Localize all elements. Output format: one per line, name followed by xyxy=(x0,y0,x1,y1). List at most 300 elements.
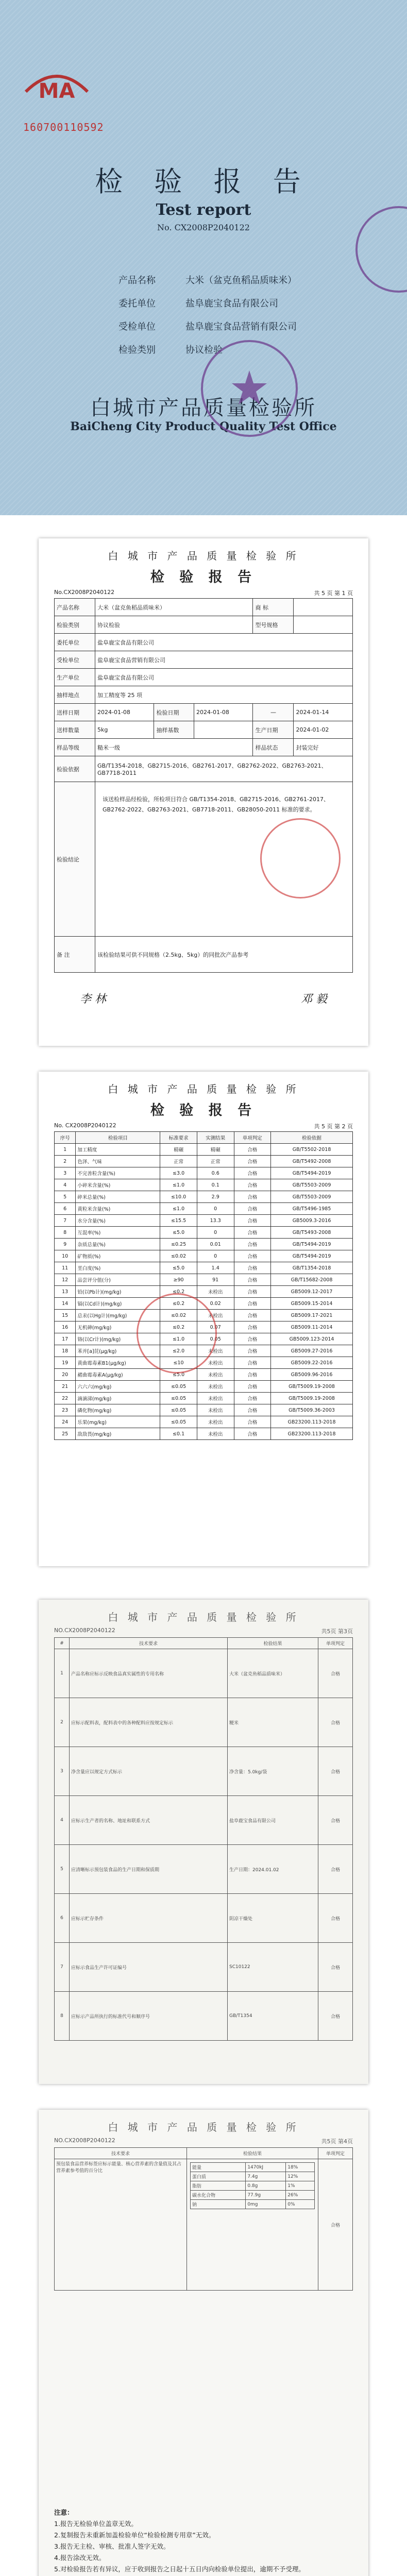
row-number: 19 xyxy=(55,1357,76,1369)
verdict: 合格 xyxy=(234,1333,271,1345)
page-number: 共 5 页 第 2 页 xyxy=(314,1123,353,1130)
test-method: GB23200.113-2018 xyxy=(271,1416,353,1428)
verdict: 合格 xyxy=(318,1747,353,1796)
measured-result: 未检出 xyxy=(197,1428,234,1440)
cell-value: 大米（盆克鱼稻品质味米） xyxy=(95,599,253,616)
nutrition-value: 77.9g xyxy=(246,2191,286,2200)
table-row xyxy=(191,2191,315,2200)
column-header: 检验结果 xyxy=(187,2148,318,2159)
table-row xyxy=(55,1286,353,1298)
requirement: ≤0.05 xyxy=(160,1404,197,1416)
page-header: 白 城 市 产 品 质 量 检 验 所 xyxy=(108,550,299,562)
table-row xyxy=(55,1416,353,1428)
report-page-3 xyxy=(39,1600,368,2084)
measured-result: 0.02 xyxy=(197,1298,234,1310)
page-header: 白 城 市 产 品 质 量 检 验 所 xyxy=(108,1083,299,1095)
label-check-table xyxy=(54,1637,353,2041)
requirement: ≤0.02 xyxy=(160,1250,197,1262)
cell-label: 受检单位 xyxy=(55,651,95,669)
table-row xyxy=(55,1404,353,1416)
test-method: GB5009.15-2014 xyxy=(271,1298,353,1310)
report-page-2 xyxy=(39,1072,368,1566)
requirement: 应标示产品所执行的标准代号和顺序号 xyxy=(70,1992,228,2041)
row-number: 7 xyxy=(55,1943,70,1992)
column-header: 检验结果 xyxy=(228,1638,318,1649)
check-result: SC10122 xyxy=(228,1943,318,1992)
row-number: 13 xyxy=(55,1286,76,1298)
row-number: 17 xyxy=(55,1333,76,1345)
verdict: 合格 xyxy=(234,1428,271,1440)
row-number: 20 xyxy=(55,1369,76,1381)
basis-text: GB/T1354-2018、GB2715-2016、GB2761-2017、GB2762-2022、GB2763-2021、GB7718-2011 xyxy=(95,756,353,782)
table-row xyxy=(55,1649,353,1698)
signature-approver: 李 林 xyxy=(80,993,106,1006)
cover-field: 受检单位 盐阜鹿宝食品营销有限公司 xyxy=(118,321,297,332)
cell-label: 检验依据 xyxy=(55,756,95,782)
table-row xyxy=(55,1167,353,1179)
report-no: No.CX2008P2040122 xyxy=(54,589,115,596)
requirement: ≤0.2 xyxy=(160,1286,197,1298)
cover-seal xyxy=(201,340,298,437)
measured-result: 未检出 xyxy=(197,1369,234,1381)
verdict: 合格 xyxy=(234,1227,271,1239)
row-number: 2 xyxy=(55,1156,76,1167)
cell-label: 抽样基数 xyxy=(154,721,194,739)
table-row xyxy=(55,1227,353,1239)
test-item: 加工精度 xyxy=(76,1144,160,1156)
notes-block xyxy=(54,2507,353,2576)
cell-label: 检验结论 xyxy=(55,782,95,937)
nutrition-nrv: 12% xyxy=(286,2172,315,2181)
cma-logo xyxy=(21,61,93,112)
cover-title-en: Test report xyxy=(156,201,251,219)
test-item: 赭曲霉毒素A(μg/kg) xyxy=(76,1369,160,1381)
table-row xyxy=(55,1894,353,1943)
row-number: 9 xyxy=(55,1239,76,1250)
measured-result: 0 xyxy=(197,1203,234,1215)
nutrition-cell xyxy=(187,2159,318,2291)
verdict: 合格 xyxy=(234,1191,271,1203)
verdict: 合格 xyxy=(234,1156,271,1167)
requirement: ≤1.0 xyxy=(160,1203,197,1215)
report-no: NO.CX2008P2040122 xyxy=(54,2137,115,2144)
row-number: 14 xyxy=(55,1298,76,1310)
requirement: 应标示食品生产许可证编号 xyxy=(70,1943,228,1992)
measured-result: 0.1 xyxy=(197,1179,234,1191)
verdict: 合格 xyxy=(234,1369,271,1381)
nutrition-value: 0mg xyxy=(246,2200,286,2209)
cell-label: 样品等级 xyxy=(55,739,95,756)
test-item: 敌敌畏(mg/kg) xyxy=(76,1428,160,1440)
requirement: ≤5.0 xyxy=(160,1227,197,1239)
measured-result: 1.4 xyxy=(197,1262,234,1274)
measured-result: 正常 xyxy=(197,1156,234,1167)
test-item: 镉(以Cd计)(mg/kg) xyxy=(76,1298,160,1310)
remark-text: 该检验结果可供不同规格（2.5kg、5kg）的同批次产品参考 xyxy=(95,937,353,973)
verdict: 合格 xyxy=(234,1262,271,1274)
requirement: 产品名称应标示反映食品真实属性的专用名称 xyxy=(70,1649,228,1698)
row-number: 8 xyxy=(55,1227,76,1239)
inspection-seal xyxy=(137,1293,217,1374)
requirement: ≤5.0 xyxy=(160,1369,197,1381)
test-method: GB5009.12-2017 xyxy=(271,1286,353,1298)
requirement: ≤10 xyxy=(160,1357,197,1369)
table-row xyxy=(191,2172,315,2181)
column-header: 单项判定 xyxy=(318,1638,353,1649)
measured-result: 未检出 xyxy=(197,1393,234,1404)
requirement-text: 预包装食品营养标签应标示能量、核心营养素的含量值及其占营养素参考值的百分比 xyxy=(55,2159,187,2291)
test-item: 碎米总量(%) xyxy=(76,1191,160,1203)
cover-org-name: 白城市产品质量检验所 xyxy=(90,396,317,420)
column-header: 标准要求 xyxy=(160,1132,197,1144)
column-header: 序号 xyxy=(55,1132,76,1144)
cell-label: 抽样地点 xyxy=(55,686,95,704)
cell-value: 盐阜鹿宝食品有限公司 xyxy=(95,634,353,651)
notes-title: 注意： xyxy=(54,2509,74,2516)
table-row xyxy=(55,1796,353,1845)
cover-page xyxy=(0,0,407,515)
nutrition-item: 脂肪 xyxy=(191,2181,246,2191)
cell-label: 委托单位 xyxy=(55,634,95,651)
measured-result: 0.6 xyxy=(197,1167,234,1179)
nutrition-table xyxy=(190,2162,315,2209)
verdict: 合格 xyxy=(234,1250,271,1262)
test-item: 六六六(mg/kg) xyxy=(76,1381,160,1393)
column-header: 实测结果 xyxy=(197,1132,234,1144)
test-method: GB/T5009.36-2003 xyxy=(271,1404,353,1416)
test-item: 铅(以Pb计)(mg/kg) xyxy=(76,1286,160,1298)
test-item: 苯并[a]芘(μg/kg) xyxy=(76,1345,160,1357)
note-line: 5.对检验报告若有异议，应于收到报告之日起十五日内向检验单位提出，逾期不予受理。 xyxy=(54,2565,305,2573)
verdict: 合格 xyxy=(318,1894,353,1943)
test-item: 黄粒米含量(%) xyxy=(76,1203,160,1215)
verdict: 合格 xyxy=(234,1203,271,1215)
cell-value: 封装完好 xyxy=(294,739,353,756)
report-page-1 xyxy=(39,538,368,1046)
requirement: ≤0.1 xyxy=(160,1428,197,1440)
measured-result: 0.07 xyxy=(197,1321,234,1333)
test-method: GB/T1354-2018 xyxy=(271,1262,353,1274)
verdict: 合格 xyxy=(234,1393,271,1404)
cover-field: 委托单位 盐阜鹿宝食品有限公司 xyxy=(118,298,278,309)
test-method: GB/T5494-2019 xyxy=(271,1250,353,1262)
cell-value: 2024-01-08 xyxy=(95,704,154,721)
table-row xyxy=(55,1428,353,1440)
requirement: 精碾 xyxy=(160,1144,197,1156)
verdict: 合格 xyxy=(318,1943,353,1992)
verdict: 合格 xyxy=(234,1144,271,1156)
requirement: ≤0.05 xyxy=(160,1416,197,1428)
measured-result: 0.05 xyxy=(197,1333,234,1345)
nutrition-item: 钠 xyxy=(191,2200,246,2209)
verdict: 合格 xyxy=(234,1416,271,1428)
cell-label: 送样数量 xyxy=(55,721,95,739)
cell-value: 2024-01-08 xyxy=(194,704,252,721)
cell-value: 加工精度等 25 项 xyxy=(95,686,353,704)
row-number: 11 xyxy=(55,1262,76,1274)
verdict: 合格 xyxy=(234,1321,271,1333)
star-icon xyxy=(203,342,296,435)
requirement: ≤1.0 xyxy=(160,1333,197,1345)
conclusion-text: 该送检样品经检验，所检项目符合 GB/T1354-2018、GB2715-2016、GB2761-2017、GB2762-2022、GB2763-2021、GB7718-2011、GB28050-2011 标准的要求。 xyxy=(103,796,330,813)
requirement: ≤1.0 xyxy=(160,1179,197,1191)
requirement: ≤0.25 xyxy=(160,1239,197,1250)
cell-value: 2024-01-14 xyxy=(294,704,353,721)
page-number: 共 5 页 第 1 页 xyxy=(314,590,353,597)
test-method: GB5009.27-2016 xyxy=(271,1345,353,1357)
table-row xyxy=(55,1698,353,1747)
cell-value: 5kg xyxy=(95,721,154,739)
verdict: 合格 xyxy=(234,1298,271,1310)
side-seal xyxy=(355,206,407,293)
row-number: 16 xyxy=(55,1321,76,1333)
table-row xyxy=(55,1215,353,1227)
nutrition-nrv: 18% xyxy=(286,2163,315,2172)
row-number: 4 xyxy=(55,1796,70,1845)
column-header: # xyxy=(55,1638,70,1649)
row-number: 25 xyxy=(55,1428,76,1440)
verdict: 合格 xyxy=(234,1167,271,1179)
row-number: 3 xyxy=(55,1747,70,1796)
table-row xyxy=(55,1992,353,2041)
requirement: ≤0.2 xyxy=(160,1298,197,1310)
requirement: ≤10.0 xyxy=(160,1191,197,1203)
summary-table xyxy=(54,598,353,973)
nutrition-nrv: 0% xyxy=(286,2200,315,2209)
cell-value xyxy=(294,599,353,616)
measured-result: 未检出 xyxy=(197,1404,234,1416)
verdict: 合格 xyxy=(318,1845,353,1894)
measured-result: 2.9 xyxy=(197,1191,234,1203)
table-row xyxy=(55,1239,353,1250)
nutrition-value: 7.4g xyxy=(246,2172,286,2181)
cell-label: — xyxy=(253,704,294,721)
table-row xyxy=(55,1179,353,1191)
row-number: 5 xyxy=(55,1845,70,1894)
report-page-4 xyxy=(39,2110,368,2576)
nutrition-nrv: 26% xyxy=(286,2191,315,2200)
table-row xyxy=(55,1250,353,1262)
verdict: 合格 xyxy=(234,1381,271,1393)
requirement: 正常 xyxy=(160,1156,197,1167)
cell-label: 送样日期 xyxy=(55,704,95,721)
test-item: 小碎米含量(%) xyxy=(76,1179,160,1191)
row-number: 22 xyxy=(55,1393,76,1404)
row-number: 1 xyxy=(55,1144,76,1156)
verdict: 合格 xyxy=(318,2159,353,2291)
column-header: 检验项目 xyxy=(76,1132,160,1144)
check-result: 阴凉干燥处 xyxy=(228,1894,318,1943)
cover-field: 产品名称 大米（盆克鱼稻品质味米） xyxy=(118,275,297,286)
cell-label: 生产日期 xyxy=(253,721,294,739)
table-row xyxy=(55,1747,353,1796)
table-row xyxy=(55,1144,353,1156)
table-row xyxy=(191,2200,315,2209)
requirement: 应标示贮存条件 xyxy=(70,1894,228,1943)
check-result: 粳米 xyxy=(228,1698,318,1747)
verdict: 合格 xyxy=(234,1310,271,1321)
verdict: 合格 xyxy=(234,1286,271,1298)
column-header: 技术要求 xyxy=(70,1638,228,1649)
measured-result: 未检出 xyxy=(197,1286,234,1298)
note-line: 1.报告无检验单位盖章无效。 xyxy=(54,2520,138,2528)
test-method: GB/T5492-2008 xyxy=(271,1156,353,1167)
requirement: 应清晰标示预包装食品的生产日期和保质期 xyxy=(70,1845,228,1894)
report-no: No. CX2008P2040122 xyxy=(54,1122,116,1129)
measured-result: 91 xyxy=(197,1274,234,1286)
cell-value: 糙米一级 xyxy=(95,739,253,756)
nutrition-check-table xyxy=(54,2147,353,2291)
test-method: GB5009.96-2016 xyxy=(271,1369,353,1381)
test-method: GB5009.22-2016 xyxy=(271,1357,353,1369)
cell-label: 生产单位 xyxy=(55,669,95,686)
row-number: 3 xyxy=(55,1167,76,1179)
requirement: ≤0.05 xyxy=(160,1381,197,1393)
cell-value: 盐阜鹿宝食品营销有限公司 xyxy=(95,651,353,669)
test-item: 水分含量(%) xyxy=(76,1215,160,1227)
svg-text:MA: MA xyxy=(38,79,75,103)
row-number: 2 xyxy=(55,1698,70,1747)
table-row xyxy=(55,1943,353,1992)
row-number: 5 xyxy=(55,1191,76,1203)
requirement: ≤0.05 xyxy=(160,1393,197,1404)
test-item: 色泽、气味 xyxy=(76,1156,160,1167)
table-row xyxy=(191,2181,315,2191)
row-number: 6 xyxy=(55,1203,76,1215)
requirement: ≤15.5 xyxy=(160,1215,197,1227)
results-table xyxy=(54,1131,353,1440)
table-row xyxy=(55,1393,353,1404)
row-number: 23 xyxy=(55,1404,76,1416)
test-item: 铬(以Cr计)(mg/kg) xyxy=(76,1333,160,1345)
requirement: ≤0.02 xyxy=(160,1310,197,1321)
test-item: 互混率(%) xyxy=(76,1227,160,1239)
row-number: 24 xyxy=(55,1416,76,1428)
verdict: 合格 xyxy=(234,1345,271,1357)
test-method: GB/T5009.19-2008 xyxy=(271,1393,353,1404)
check-result: 生产日期：2024.01.02 xyxy=(228,1845,318,1894)
table-row xyxy=(55,1262,353,1274)
test-method: GB/T5503-2009 xyxy=(271,1179,353,1191)
cell-value xyxy=(294,616,353,634)
conclusion-cell xyxy=(95,782,353,937)
signature-reviewer: 邓 毅 xyxy=(301,993,327,1006)
test-method: GB/T5502-2018 xyxy=(271,1144,353,1156)
test-item: 乐果(mg/kg) xyxy=(76,1416,160,1428)
measured-result: 0 xyxy=(197,1250,234,1262)
measured-result: 精碾 xyxy=(197,1144,234,1156)
measured-result: 0.01 xyxy=(197,1239,234,1250)
cell-label: 商 标 xyxy=(253,599,294,616)
cell-label: 样品状态 xyxy=(253,739,294,756)
cell-label: 型号规格 xyxy=(253,616,294,634)
table-row xyxy=(55,1274,353,1286)
cell-value: 2024-01-02 xyxy=(294,721,353,739)
verdict: 合格 xyxy=(318,1698,353,1747)
row-number: 15 xyxy=(55,1310,76,1321)
page-title: 检 验 报 告 xyxy=(150,1103,257,1118)
column-header: 单项判定 xyxy=(318,2148,353,2159)
row-number: 1 xyxy=(55,1649,70,1698)
cell-value: 协议检验 xyxy=(95,616,253,634)
verdict: 合格 xyxy=(234,1179,271,1191)
nutrition-nrv: 1% xyxy=(286,2181,315,2191)
cover-org-name-en: BaiCheng City Product Quality Test Office xyxy=(70,420,337,433)
table-row xyxy=(55,1191,353,1203)
table-row xyxy=(55,1381,353,1393)
cell-label: 检验类别 xyxy=(55,616,95,634)
measured-result: 0 xyxy=(197,1227,234,1239)
test-item: 磷化物(mg/kg) xyxy=(76,1404,160,1416)
table-row xyxy=(55,1845,353,1894)
test-method: GB5009.3-2016 xyxy=(271,1215,353,1227)
row-number: 7 xyxy=(55,1215,76,1227)
cover-report-no: No. CX2008P2040122 xyxy=(157,223,250,232)
report-no: NO.CX2008P2040122 xyxy=(54,1627,115,1634)
column-header: 技术要求 xyxy=(55,2148,187,2159)
note-line: 2.复制报告未重新加盖检验单位“检验检测专用章”无效。 xyxy=(54,2531,215,2539)
requirement: 应标示配料表，配料表中的各种配料应按规定标示 xyxy=(70,1698,228,1747)
nutrition-item: 碳水化合物 xyxy=(191,2191,246,2200)
cell-label: 检验日期 xyxy=(154,704,194,721)
test-method: GB5009.123-2014 xyxy=(271,1333,353,1345)
measured-result: 未检出 xyxy=(197,1357,234,1369)
row-number: 10 xyxy=(55,1250,76,1262)
row-number: 4 xyxy=(55,1179,76,1191)
requirement: ≤2.0 xyxy=(160,1345,197,1357)
measured-result: 13.3 xyxy=(197,1215,234,1227)
test-method: GB/T5493-2008 xyxy=(271,1227,353,1239)
test-method: GB/T5503-2009 xyxy=(271,1191,353,1203)
cover-title: 检 验 报 告 xyxy=(95,165,312,198)
test-method: GB5009.17-2021 xyxy=(271,1310,353,1321)
cell-value: 盐阜鹿宝食品有限公司 xyxy=(95,669,353,686)
row-number: 12 xyxy=(55,1274,76,1286)
row-number: 6 xyxy=(55,1894,70,1943)
row-number: 21 xyxy=(55,1381,76,1393)
note-line: 3.报告无主检、审核、批准人签字无效。 xyxy=(54,2543,170,2550)
row-number: 8 xyxy=(55,1992,70,2041)
nutrition-item: 蛋白质 xyxy=(191,2172,246,2181)
verdict: 合格 xyxy=(234,1239,271,1250)
page-title: 检 验 报 告 xyxy=(150,569,257,585)
column-header: 单项判定 xyxy=(234,1132,271,1144)
test-item: 矿物质(%) xyxy=(76,1250,160,1262)
nutrition-value: 0.8g xyxy=(246,2181,286,2191)
measured-result: 未检出 xyxy=(197,1416,234,1428)
verdict: 合格 xyxy=(318,1649,353,1698)
check-result: 盐阜鹿宝食品有限公司 xyxy=(228,1796,318,1845)
test-method: GB/T15682-2008 xyxy=(271,1274,353,1286)
requirement: ≤5.0 xyxy=(160,1262,197,1274)
test-method: GB5009.11-2014 xyxy=(271,1321,353,1333)
test-item: 总汞(以Hg计)(mg/kg) xyxy=(76,1310,160,1321)
measured-result: 未检出 xyxy=(197,1381,234,1393)
test-method: GB/T5494-2019 xyxy=(271,1167,353,1179)
test-item: 杂质总量(%) xyxy=(76,1239,160,1250)
test-item: 不完善粒含量(%) xyxy=(76,1167,160,1179)
page-header: 白 城 市 产 品 质 量 检 验 所 xyxy=(108,1611,299,1623)
nutrition-value: 1470kJ xyxy=(246,2163,286,2172)
row-number: 18 xyxy=(55,1345,76,1357)
table-row xyxy=(55,1203,353,1215)
check-result: 大米（盆克鱼稻品质味米） xyxy=(228,1649,318,1698)
requirement: ≤3.0 xyxy=(160,1167,197,1179)
test-item: 无机砷(mg/kg) xyxy=(76,1321,160,1333)
test-item: 黄曲霉毒素B1(μg/kg) xyxy=(76,1357,160,1369)
page-number: 共5页 第4页 xyxy=(321,2138,353,2145)
verdict: 合格 xyxy=(318,1796,353,1845)
